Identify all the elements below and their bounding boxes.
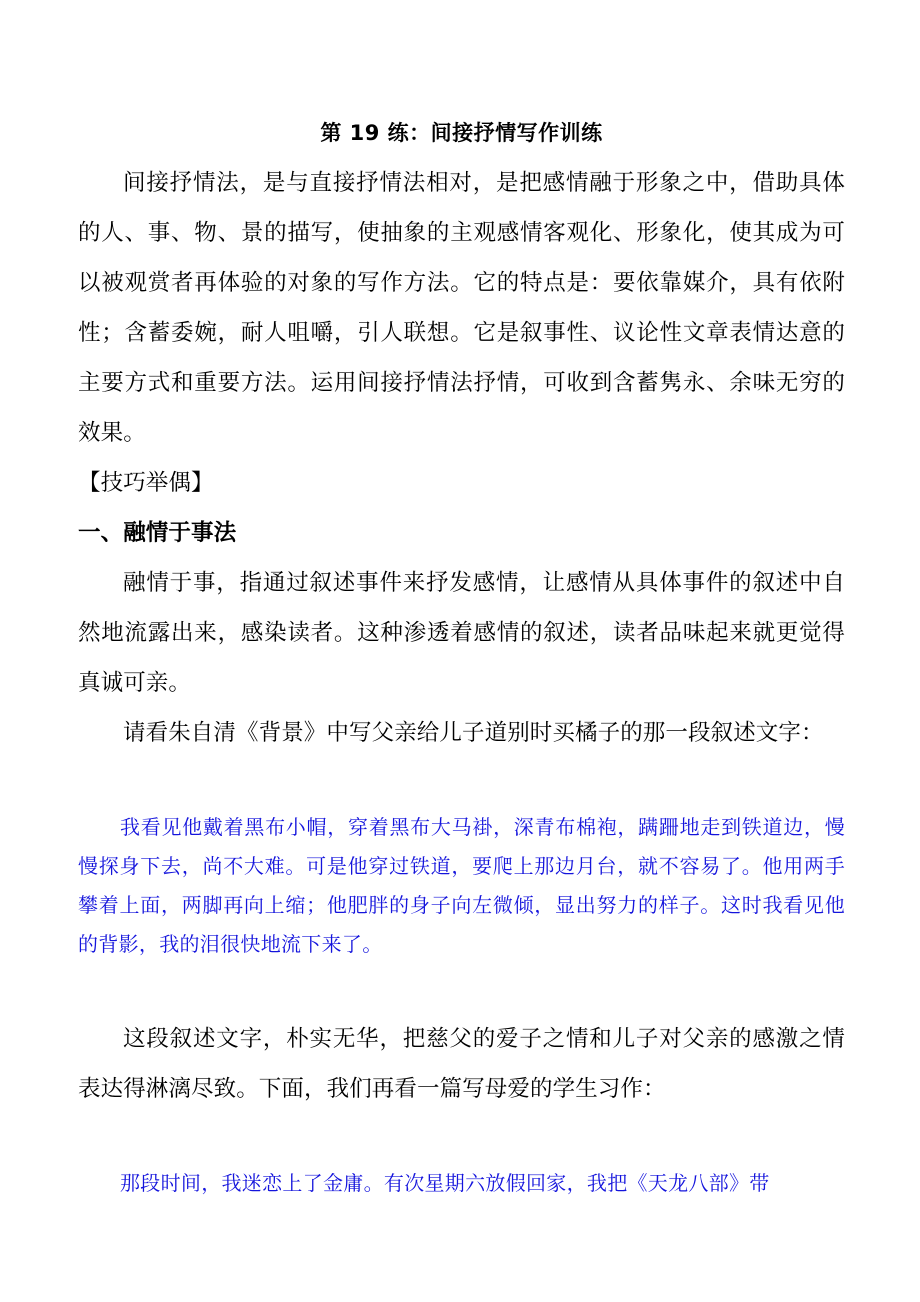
top-margin-spacer — [78, 0, 845, 108]
paragraph-example-lead: 请看朱自清《背景》中写父亲给儿子道别时买橘子的那一段叙述文字： — [123, 720, 824, 745]
paragraph-gap-before-quote-two — [78, 1114, 845, 1164]
paragraph-intro: 间接抒情法，是与直接抒情法相对，是把感情融于形象之中，借助具体的人、事、物、景的描写，使抽象的主观感情客观化、形象化，使其成为可以被观赏者再体验的对象的写作方法。它的特点是：要依靠媒介，具有依附性；含蓄委婉，耐人咀嚼，引人联想。它是叙事性、议论性文章表情达意的主要方式和重要方法。运用间接抒情法抒情，可收到含蓄隽永、余味无穷的效果。 — [78, 170, 845, 445]
document-content — [78, 0, 845, 1203]
paragraph-gap-after-quote-one — [78, 964, 845, 1014]
section-heading-one: 一、融情于事法 — [78, 520, 237, 545]
quote-block-student-essay: 那段时间，我迷恋上了金庸。有次星期六放假回家，我把《天龙八部》带 — [120, 1171, 770, 1195]
paragraph-analysis: 这段叙述文字，朴实无华，把慈父的爱子之情和儿子对父亲的感激之情表达得淋漓尽致。下面，我们再看一篇写母爱的学生习作： — [78, 1026, 845, 1101]
paragraph-section-one-body: 融情于事，指通过叙述事件来抒发感情，让感情从具体事件的叙述中自然地流露出来，感染读者。这种渗透着感情的叙述，读者品味起来就更觉得真诚可亲。 — [78, 570, 845, 695]
quote-block-beiying: 我看见他戴着黑布小帽，穿着黑布大马褂，深青布棉袍，蹒跚地走到铁道边，慢慢探身下去，尚不大难。可是他穿过铁道，要爬上那边月台，就不容易了。他用两手攀着上面，两脚再向上缩；他肥胖的身子向左微倾，显出努力的样子。这时我看见他的背影，我的泪很快地流下来了。 — [78, 815, 845, 956]
skills-section-header: 【技巧举偶】 — [78, 470, 214, 495]
paragraph-gap-before-quote-one — [78, 758, 845, 808]
page-title: 第 19 练：间接抒情写作训练 — [320, 121, 603, 145]
